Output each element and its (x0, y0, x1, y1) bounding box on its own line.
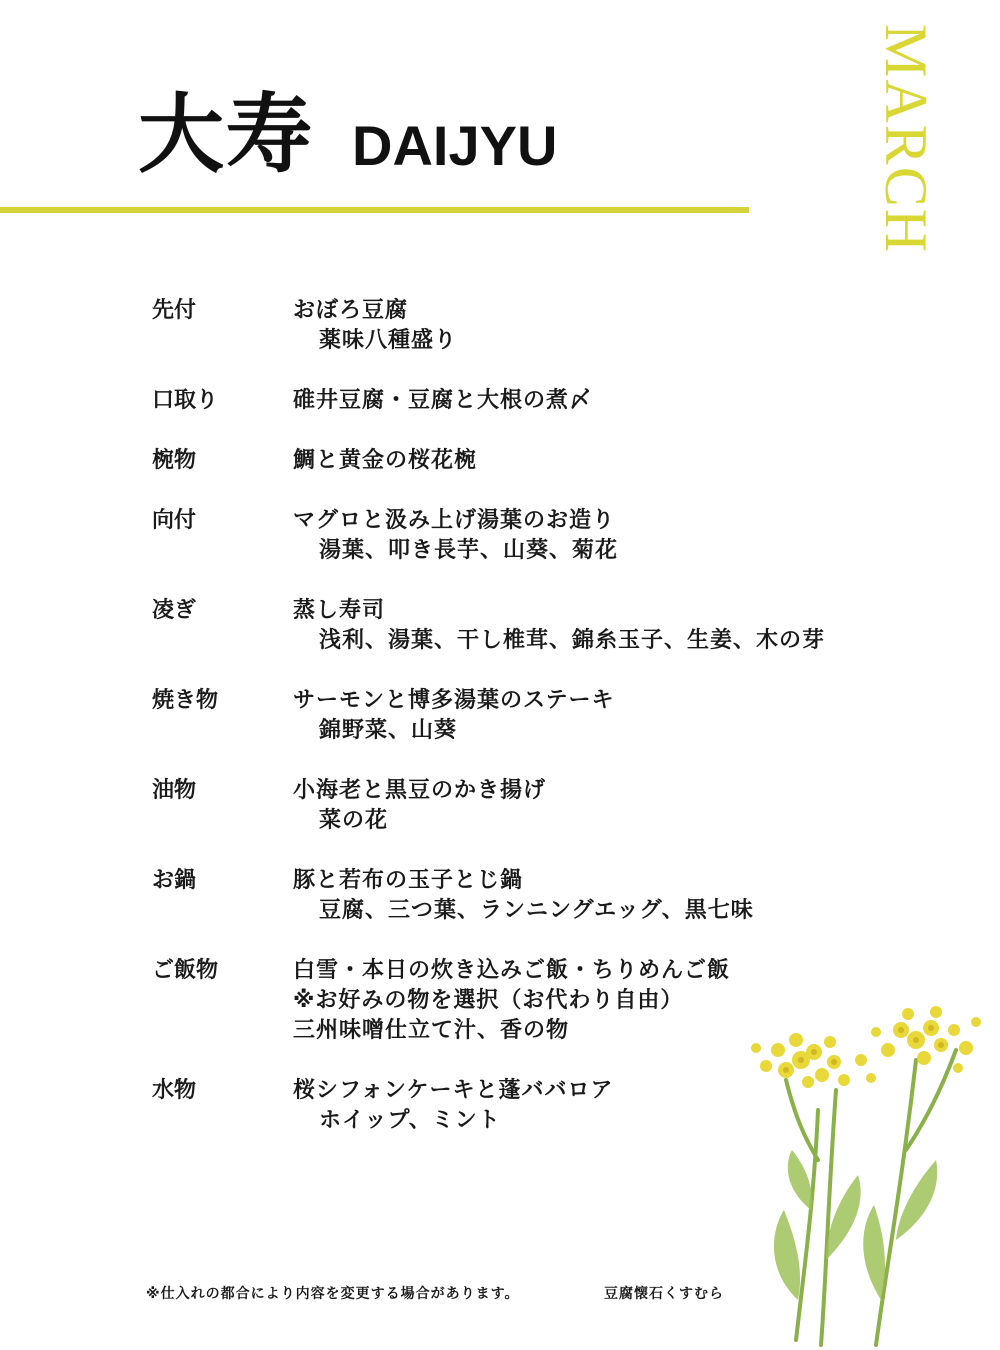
dish-line: 薬味八種盛り (319, 328, 458, 353)
dish-line: 蒸し寿司 (293, 598, 386, 623)
course-dishes (293, 296, 457, 356)
course-name: 椀物 (152, 448, 197, 473)
dish-line: 白雪・本日の炊き込みご飯・ちりめんご飯 (293, 958, 731, 983)
rapeseed-blossom-illustration (726, 1000, 1000, 1350)
dish-line: 桜シフォンケーキと蓬ババロア (293, 1078, 614, 1103)
course-name: 油物 (152, 778, 197, 803)
dish-line: おぼろ豆腐 (293, 298, 409, 323)
course-name: 口取り (152, 388, 219, 413)
course-name: 先付 (152, 298, 197, 323)
footnote: ※仕入れの都合により内容を変更する場合があります。 (146, 1286, 520, 1302)
course-dishes (293, 1076, 613, 1136)
leaves (774, 1150, 937, 1300)
shop-name: 豆腐懐石くすむら (604, 1286, 724, 1302)
course-dishes (293, 506, 618, 566)
dish-line: 豚と若布の玉子とじ鍋 (293, 868, 524, 893)
title-japanese: 大寿 (138, 85, 314, 185)
dish-line: 湯葉、叩き長芋、山葵、菊花 (319, 538, 619, 563)
course-dishes (293, 866, 754, 926)
dish-line: 鯛と黄金の桜花椀 (293, 448, 478, 473)
dish-line: 小海老と黒豆のかき揚げ (293, 778, 547, 803)
dish-line: 豆腐、三つ葉、ランニングエッグ、黒七味 (319, 898, 754, 923)
course-dishes (293, 386, 592, 416)
dish-line: 菜の花 (319, 808, 389, 833)
dish-line: 浅利、湯葉、干し椎茸、錦糸玉子、生姜、木の芽 (319, 628, 826, 653)
dish-line: サーモンと博多湯葉のステーキ (293, 688, 615, 713)
course-name: 向付 (152, 508, 197, 533)
dish-line: マグロと汲み上げ湯葉のお造り (293, 508, 616, 533)
dish-line: 錦野菜、山葵 (319, 718, 458, 743)
title-underline (0, 207, 749, 213)
course-name: 凌ぎ (152, 598, 197, 623)
title-english: DAIJYU (352, 114, 558, 177)
course-name: お鍋 (152, 868, 197, 893)
course-dishes (293, 446, 477, 476)
course-name: ご飯物 (152, 958, 219, 983)
course-dishes (293, 956, 730, 1046)
dish-line: ※お好みの物を選択（お代わり自由） (293, 988, 684, 1013)
course-dishes (293, 686, 615, 746)
course-dishes (293, 776, 546, 836)
month-label: MARCH (873, 24, 939, 255)
course-dishes (293, 596, 825, 656)
course-name: 水物 (152, 1078, 197, 1103)
dish-line: 碓井豆腐・豆腐と大根の煮〆 (293, 388, 593, 413)
dish-line: 三州味噌仕立て汁、香の物 (293, 1018, 570, 1043)
course-name: 焼き物 (152, 688, 219, 713)
dish-line: ホイップ、ミント (319, 1108, 501, 1133)
